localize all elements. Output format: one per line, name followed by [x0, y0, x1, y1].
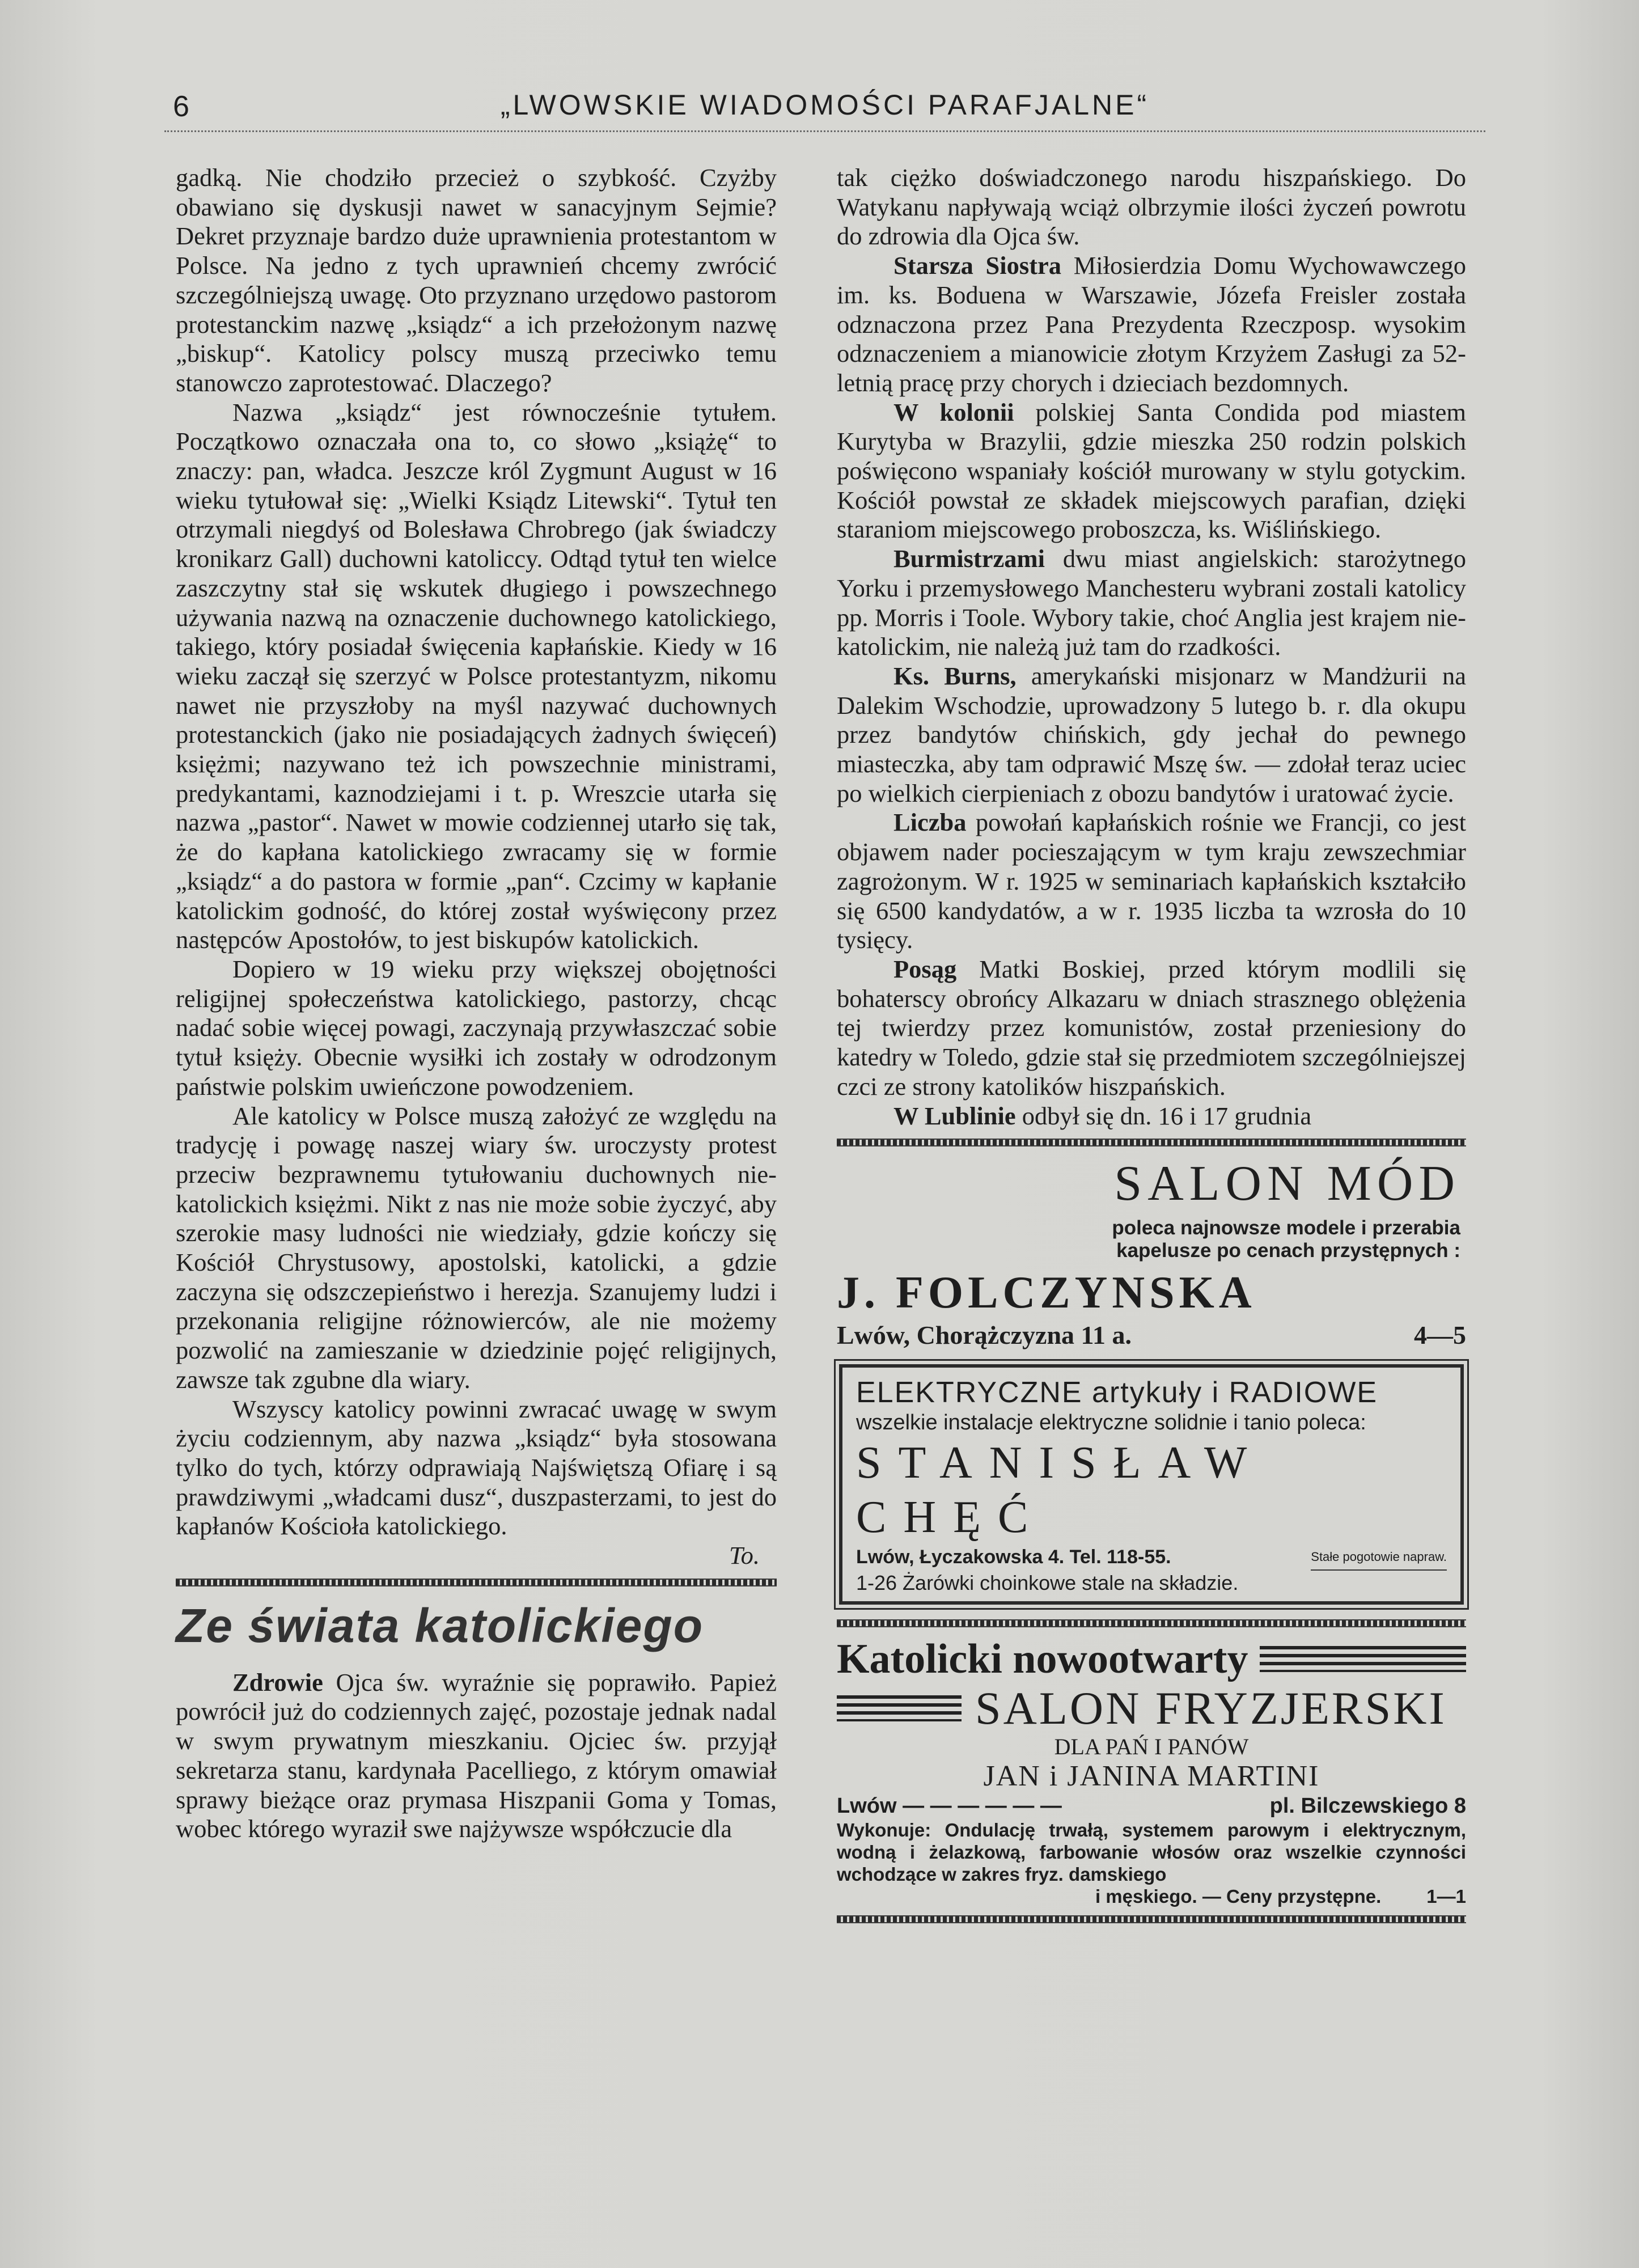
ad-divider [837, 1915, 1466, 1923]
news-text: Miłosierdzia Domu Wychowawczego im. ks. Boduena w Warszawie, Józefa Freisler została odznaczona przez Pana Prezydenta Rzeczposp. wysokim odznaczeniem a mianowicie złotym Krzyżem Zasługi za 52-letnią pracę przy chorych i dzieciach bezdomnych. [837, 251, 1467, 397]
article-paragraph: gadką. Nie chodziło przecież o szybkość. Czyżby obawiano się dyskusji nawet w sanacyjnym Sejmie? Dekret przyznaje bardzo duże uprawnienia protestantom w Polsce. Na jedno z tych uprawnień chcemy zwrócić szczególniejszą uwagę. Oto przyznano urzędowo pastorom protestanckim nazwę „ksiądz“ a ich przełożonym nazwę „biskup“. Katolicy polscy muszą przeciwko temu stanowczo zaprotestować. Dlaczego? [176, 163, 777, 397]
news-text: Ojca św. wyraźnie się poprawiło. Papież powrócił już do codziennych zajęć, pozostaje jednak nadal w swym prywatnym mieszkaniu. Ojciec św. przyjął sekretarza stanu, kardynała Pacelliego, z którym omawiał sprawy bieżące oraz prymasa Hiszpanii Goma y Tomas, wobec którego wyraził swe najżywsze współczucie dla [176, 1668, 777, 1843]
news-lead: Liczba [893, 808, 967, 837]
news-item [837, 251, 1466, 398]
ad-business-name: J. FOLCZYNSKA [837, 1268, 1256, 1318]
article-signature: To. [729, 1541, 760, 1570]
ad-address-row [856, 1545, 1447, 1571]
news-lead: Posąg [893, 954, 957, 983]
ad-divider [837, 1139, 1466, 1146]
ad-services-end: i męskiego. — Ceny przystępne. [1095, 1886, 1382, 1907]
news-item [837, 808, 1466, 955]
ad-business-name: STANISŁAW CHĘĆ [856, 1438, 1264, 1543]
news-lead: W kolonii [893, 397, 1014, 426]
right-column [837, 163, 1466, 1931]
left-column [176, 163, 777, 1844]
news-text: powołań kapłańskich rośnie we Francji, co jest objawem nader pocieszającym w tym kraju zewszechmiar zagrożonym. W r. 1925 w seminariach kapłańskich kształciło się 6500 kandydatów, a w r. 1935 liczba ta wzrosła do 10 tysięcy. [837, 808, 1466, 954]
news-text: amerykański misjonarz w Mandżurii na Dalekim Wschodzie, uprowadzony 5 lutego b. r. dla okupu przez bandytów chińskich, gdy jechał do pewnego miasteczka, aby tam odprawić Mszę św. — zdołał teraz uciec po wielkich cierpieniach z obozu bandytów i uratować życie. [837, 661, 1466, 807]
news-item [837, 544, 1466, 662]
ad-salon-mod [837, 1156, 1466, 1351]
running-title: „LWOWSKIE WIADOMOŚCI PARAFJALNE“ [500, 89, 1150, 121]
ad-title: SALON MÓD [1114, 1156, 1460, 1212]
ad-note: Stałe pogotowie napraw. [1311, 1545, 1447, 1571]
ad-code: 4—5 [1414, 1321, 1466, 1350]
ad-audience: DLA PAŃ I PANÓW [1054, 1734, 1249, 1760]
article-paragraph: Wszyscy katolicy powinni zwracać uwagę w swym życiu codziennym, aby nazwa „ksiądz“ była stosowana tylko do tych, którzy odprawiają Najświętszą Ofiarę i są prawdziwymi „władcami dusz“, duszpasterzami, to jest do kapłanów Kościoła katolickiego. [176, 1394, 777, 1541]
ad-owners: JAN i JANINA MARTINI [983, 1760, 1320, 1793]
ad-title-row [837, 1635, 1466, 1683]
ad-address: Lwów, Łyczakowska 4. Tel. 118-55. [856, 1546, 1171, 1568]
news-lead: Burmistrzami [893, 544, 1045, 573]
ad-footer: 1-26 Żarówki choinkowe stale na składzie. [856, 1571, 1239, 1595]
ad-services-end-row [837, 1885, 1466, 1907]
ad-tagline: kapelusze po cenach przystępnych : [1116, 1239, 1460, 1262]
ad-code: 1—1 [1426, 1886, 1466, 1907]
news-text: polskiej Santa Condida pod miastem Kurytyba w Brazylii, gdzie mieszka 250 rodzin polskich poświęcono wspaniały kościół murowany w stylu gotyckim. Kościół powstał ze składek miejscowych parafian, dzięki staraniom miejscowego proboszcza, ks. Wiślińskiego. [837, 397, 1466, 544]
ad-subline: wszelkie instalacje elektryczne solidnie i tanio poleca: [856, 1411, 1366, 1435]
ad-divider [837, 1619, 1466, 1627]
ad-title: Katolicki nowootwarty [837, 1636, 1248, 1683]
article-paragraph: Dopiero w 19 wieku przy większej obojętności religijnej społeczeństwa katolickiego, pastorzy, chcąc nadać sobie więcej powagi, zaczynają przywłaszczać sobie tytuł księży. Obecnie wysiłki ich zostały w odrodzonym państwie polskim uwieńczone powodzeniem. [176, 954, 777, 1101]
article-paragraph: Nazwa „ksiądz“ jest równocześnie tytułem. Początkowo oznaczała ona to, co słowo „książę“ to znaczy: pan, władca. Jeszcze król Zygmunt August w 16 wieku tytułował się: „Wielki Ksiądz Litewski“. Tytuł ten otrzymali niegdyś od Bolesława Chrobrego (jak świadczy kronikarz Gall) duchowni katoliccy. Odtąd tytuł ten wielce zaszczytny stał się wskutek długiego i powszechnego używania nazwą na oznaczenie duchownego katolickiego, takiego, który posiadał święcenia kapłańskie. Kiedy w 16 wieku zaczął się szerzyć w Polsce protestantyzm, nikomu nawet nie przyszłoby na myśl nazywać duchownych protestanckich (jako nie posiadających żadnych święceń) księżmi; nazywano też ich powszechnie ministrami, predykantami, kaznodziejami i t. p. Wreszcie utarła się nazwa „pastor“. Nawet w mowie codziennej utarło się tak, że do kapłana katolickiego zwracamy się w formie „ksiądz“ a do pastora w formie „pan“. Czcimy w kapłanie katolickim godność, do której został wyświęcony przez następców Apostołów, to jest biskupów katolickich. [176, 397, 777, 954]
ad-elektryczne [839, 1364, 1464, 1605]
news-lead: W Lublinie [893, 1101, 1016, 1130]
news-lead: Ks. Burns, [893, 661, 1017, 690]
news-item [176, 1668, 777, 1844]
news-continuation: tak ciężko doświadczonego narodu hiszpańskiego. Do Watykanu napływają wciąż olbrzymie ilości życzeń powrotu do zdrowia dla Ojca św. [837, 163, 1466, 251]
article-paragraph: Ale katolicy w Polsce muszą założyć ze względu na tradycję i powagę naszej wiary św. uroczysty protest przeciw bezprawnemu tytułowaniu duchownych nie-katolickich księżmi. Nikt z nas nie może sobie życzyć, aby szerokie masy ludności nie wiedziały, gdzie kończy się Kościół Chrystusowy, apostolski, katolicki, a gdzie zaczyna się odszczepieństwo i herezja. Szanujemy ludzi i przekonania religijne różnowierców, ale nie możemy pozwolić na zamieszanie w dziedzinie pojęć religijnych, zawsze tak zgubne dla wiary. [176, 1101, 777, 1394]
ad-address-row [837, 1793, 1466, 1819]
ad-headline: ELEKTRYCZNE artykuły i RADIOWE [856, 1376, 1378, 1410]
page-number: 6 [173, 90, 189, 123]
ad-salon-row [837, 1683, 1466, 1734]
section-divider [176, 1579, 777, 1586]
news-item [837, 955, 1466, 1102]
news-text: odbył się dn. 16 i 17 grudnia [1015, 1101, 1312, 1130]
news-item [837, 398, 1466, 545]
section-title: Ze świata katolickiego [176, 1598, 704, 1652]
news-item [837, 1102, 1466, 1131]
page-header [164, 85, 1485, 132]
news-item [837, 662, 1466, 809]
ad-salon-name: SALON FRYZJERSKI [975, 1682, 1447, 1734]
ad-services: Wykonuje: Ondulację trwałą, systemem parowym i elektrycznym, wodną i żelazkową, farbowanie włosów oraz wszelkie czynności wchodzące w zakres fryz. damskiego [837, 1820, 1466, 1885]
news-lead: Zdrowie [232, 1668, 323, 1696]
ad-address: Lwów, Chorążczyzna 11 a. [837, 1321, 1132, 1350]
decorative-bars [837, 1695, 962, 1721]
news-text: Matki Boskiej, przed którym modlili się bohaterscy obrońcy Alkazaru w dniach strasznego oblężenia tej twierdzy przez komunistów, został przeniesiony do katedry w Toledo, gdzie stał się przedmiotem szczególniejszej czci ze strony katolików hiszpańskich. [837, 954, 1466, 1101]
ad-city: Lwów — — — — — — [837, 1794, 1062, 1818]
ad-address-row [837, 1320, 1466, 1351]
news-text: dwu miast angielskich: starożytnego Yorku i przemysłowego Manchesteru wybrani zostali katolicy pp. Morris i Toole. Wybory takie, choć Anglia jest krajem nie-katolickim, nie należą już tam do rzadkości. [837, 544, 1466, 661]
article-signature-row [176, 1541, 777, 1571]
ad-tagline: poleca najnowsze modele i przerabia [1112, 1217, 1460, 1239]
news-lead: Starsza Siostra [893, 251, 1062, 280]
ad-fryzjerski [837, 1635, 1466, 1923]
decorative-bars [1260, 1646, 1466, 1672]
ad-street: pl. Bilczewskiego 8 [1269, 1794, 1466, 1818]
